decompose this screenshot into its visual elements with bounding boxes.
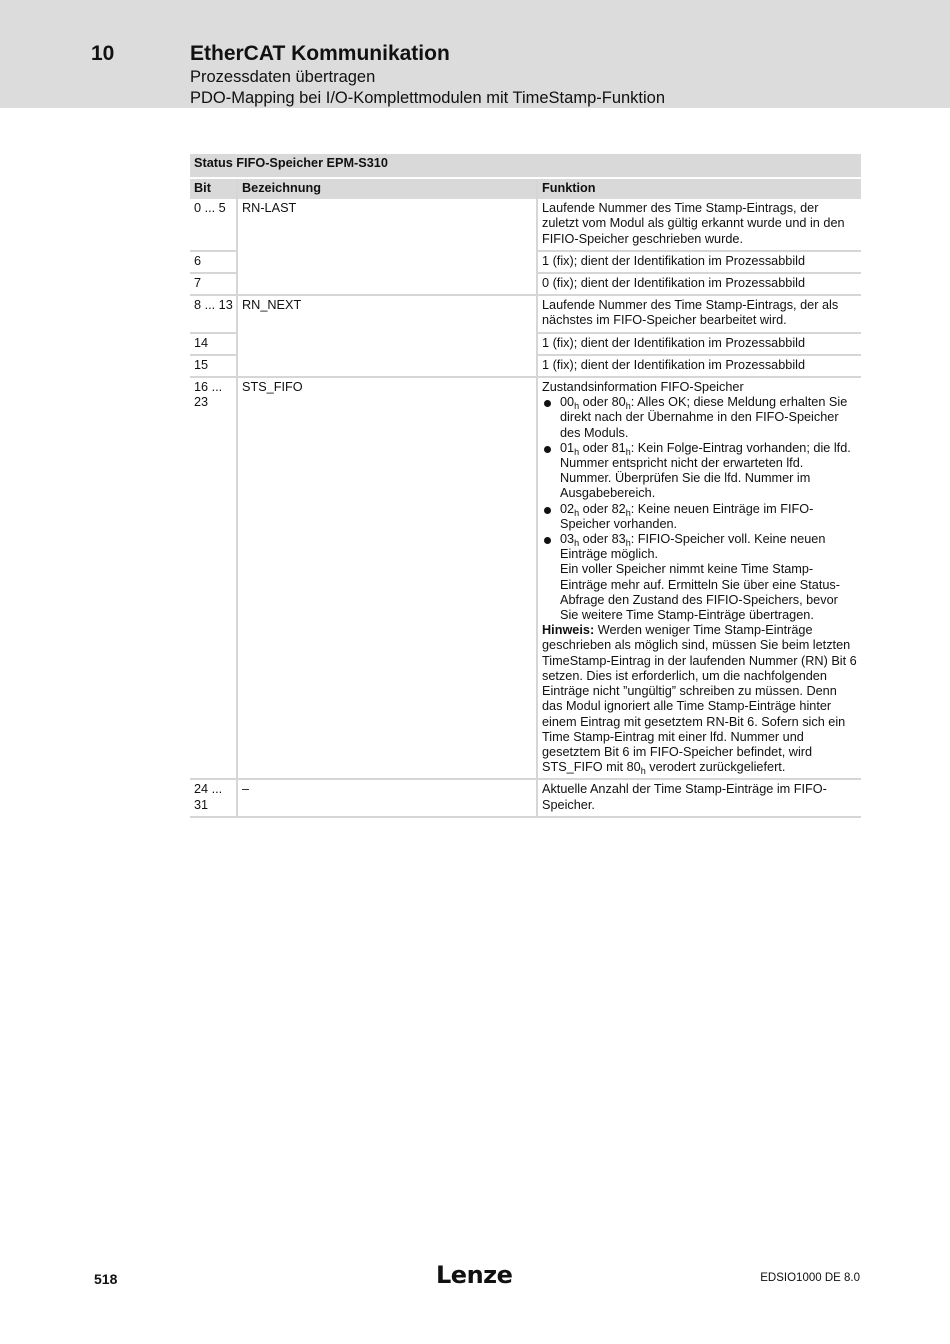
bit-cell: 8 ... 13 <box>190 295 237 332</box>
subsection-title: PDO-Mapping bei I/O-Komplettmodulen mit TimeStamp-Funktion <box>190 89 666 107</box>
list-item-extra: Ein voller Speicher nimmt keine Time Stamp-Einträge mehr auf. Ermitteln Sie über eine Status-Abfrage den Zustand des FIFIO-Speichers, bevor Sie weitere Time Stamp-Einträge übertragen. <box>560 562 840 623</box>
section-title: Prozessdaten übertragen <box>190 68 376 86</box>
name-cell <box>237 273 537 295</box>
function-cell <box>537 377 861 779</box>
note: Hinweis: Werden weniger Time Stamp-Einträge geschrieben als möglich sind, müssen Sie beim letzten TimeStamp-Eintrag in der laufenden Nummer (RN) Bit 6 setzen. Dies ist erforderlich, um die nachfolgenden Einträge nicht ”ungültig” schreiben zu müssen. Denn das Modul ignoriert alle Time Stamp-Einträge hinter einem Eintrag mit gesetztem RN-Bit 6. Sofern sich ein Time Stamp-Eintrag mit einer lfd. Nummer und gesetztem Bit 6 im FIFO-Speicher befindet, wird STS_FIFO mit $80_h$ verodert zurückgeliefert. <box>542 623 857 777</box>
list-item: $03_h$ oder $83_h$: FIFIO-Speicher voll. Keine neuen Einträge möglich. Ein voller Speicher nimmt keine Time Stamp-Einträge mehr auf. Ermitteln Sie über eine Status-Abfrage den Zustand des FIFIO-Speichers, bevor Sie weitere Time Stamp-Einträge übertragen. <box>542 532 858 623</box>
name-cell: RN_NEXT <box>237 295 537 332</box>
bit-cell: 7 <box>190 273 237 295</box>
note-text: Werden weniger Time Stamp-Einträge geschrieben als möglich sind, müssen Sie beim letzten TimeStamp-Eintrag in der laufenden Nummer (RN) Bit 6 setzen. Dies ist erforderlich, um die nachfolgenden Einträge nicht ”ungültig” schreiben zu müssen. Denn das Modul ignoriert alle Time Stamp-Einträge hinter einem Eintrag mit gesetztem RN-Bit 6. Sofern sich ein Time Stamp-Eintrag mit einer lfd. Nummer und gesetztem Bit 6 im FIFO-Speicher befindet, wird STS_FIFO mit 80 <box>542 623 857 775</box>
list-item: $00_h$ oder $80_h$: Alles OK; diese Meldung erhalten Sie direkt nach der Übernahme in den FIFO-Speicher des Moduls. <box>542 395 858 441</box>
table-row <box>190 333 861 355</box>
bullet-icon <box>544 507 551 514</box>
function-cell: Aktuelle Anzahl der Time Stamp-Einträge im FIFO-Speicher. <box>537 779 861 816</box>
table-row <box>190 377 861 779</box>
name-cell: RN-LAST <box>237 199 537 251</box>
status-value-list <box>542 395 858 623</box>
document-id: EDSIO1000 DE 8.0 <box>760 1272 860 1284</box>
table-caption: Status FIFO-Speicher EPM-S310 <box>190 154 861 178</box>
bit-cell: 0 ... 5 <box>194 201 226 216</box>
function-cell: Laufende Nummer des Time Stamp-Eintrags, der als nächstes im FIFO-Speicher bearbeitet wird. <box>537 295 861 332</box>
column-header-bit: Bit <box>190 178 237 199</box>
table-row <box>190 355 861 377</box>
function-intro: Zustandsinformation FIFO-Speicher <box>542 380 744 395</box>
chapter-title: EtherCAT Kommunikation <box>190 42 450 65</box>
bit-cell: 14 <box>190 333 237 355</box>
bit-cell: 15 <box>190 355 237 377</box>
table-row <box>190 251 861 273</box>
column-header-function: Funktion <box>537 178 861 199</box>
note-label: Hinweis: <box>542 623 595 638</box>
function-cell: 1 (fix); dient der Identifikation im Prozessabbild <box>537 333 861 355</box>
bullet-icon <box>544 537 551 544</box>
status-fifo-table <box>190 154 861 818</box>
bit-cell: 6 <box>190 251 237 273</box>
table-row <box>190 779 861 816</box>
table-row <box>190 295 861 332</box>
bit-cell: 16 ... 23 <box>190 377 237 779</box>
bullet-icon <box>544 446 551 453</box>
function-cell: 0 (fix); dient der Identifikation im Prozessabbild <box>537 273 861 295</box>
name-cell <box>237 355 537 377</box>
page-number: 518 <box>94 1271 118 1287</box>
list-item: $02_h$ oder $82_h$: Keine neuen Einträge im FIFO-Speicher vorhanden. <box>542 502 858 532</box>
table-row <box>190 199 861 251</box>
bit-cell: 24 ... 31 <box>190 779 237 816</box>
name-cell: STS_FIFO <box>237 377 537 779</box>
table-row <box>190 273 861 295</box>
list-item: $01_h$ oder $81_h$: Kein Folge-Eintrag vorhanden; die lfd. Nummer entspricht nicht der erwarteten lfd. Nummer. Überprüfen Sie die lfd. Nummer im Ausgabebereich. <box>542 441 858 502</box>
note-tail: verodert zurückgeliefert. <box>645 760 786 775</box>
bullet-icon <box>544 400 551 407</box>
name-cell <box>237 251 537 273</box>
column-header-name: Bezeichnung <box>237 178 537 199</box>
function-cell: 1 (fix); dient der Identifikation im Prozessabbild <box>537 355 861 377</box>
function-cell: 1 (fix); dient der Identifikation im Prozessabbild <box>537 251 861 273</box>
function-cell: Laufende Nummer des Time Stamp-Eintrags, der zuletzt vom Modul als gültig erkannt wurde und in den FIFIO-Speicher geschrieben wurde. <box>537 199 861 251</box>
chapter-number: 10 <box>91 42 115 65</box>
name-cell: – <box>237 779 537 816</box>
name-cell <box>237 333 537 355</box>
lenze-logo: Lenze <box>436 1261 513 1289</box>
